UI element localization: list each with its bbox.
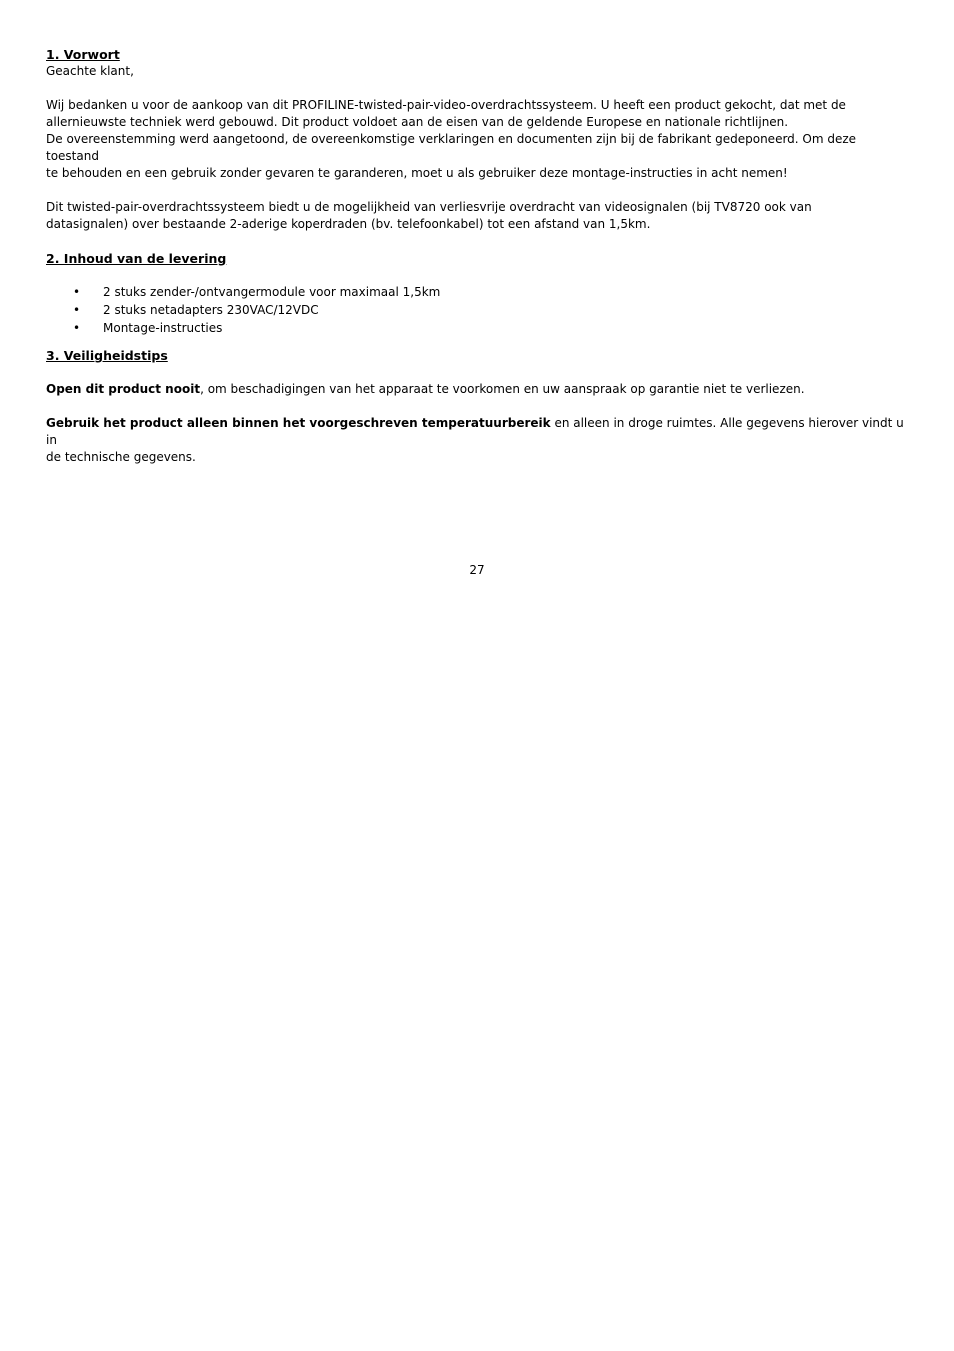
list-item-text: 2 stuks netadapters 230VAC/12VDC bbox=[103, 303, 319, 317]
section-heading-inhoud: 2. Inhoud van de levering bbox=[46, 251, 227, 266]
text-line: te behouden en een gebruik zonder gevaren te garanderen, moet u als gebruiker deze montage-instructies in acht nemen! bbox=[46, 166, 788, 180]
delivery-contents-list bbox=[46, 284, 912, 338]
section-heading-vorwort: 1. Vorwort bbox=[46, 47, 120, 62]
list-item-text: Montage-instructies bbox=[103, 321, 223, 335]
list-item-text: 2 stuks zender-/ontvangermodule voor maximaal 1,5km bbox=[103, 285, 441, 299]
list-item bbox=[46, 284, 912, 302]
safety-tip-emphasis: Open dit product nooit bbox=[46, 382, 201, 396]
text-line: De overeenstemming werd aangetoond, de overeenkomstige verklaringen en documenten zijn bij de fabrikant gedeponeerd. Om deze toestand bbox=[46, 132, 857, 163]
salutation: Geachte klant, bbox=[46, 64, 134, 78]
list-item bbox=[46, 320, 912, 338]
text-line: de technische gegevens. bbox=[46, 450, 196, 464]
text-line: datasignalen) over bestaande 2-aderige koperdraden (bv. telefoonkabel) tot een afstand van 1,5km. bbox=[46, 217, 651, 231]
section-heading-veiligheidstips: 3. Veiligheidstips bbox=[46, 348, 168, 363]
bullet-icon: • bbox=[73, 321, 81, 335]
system-description-paragraph bbox=[46, 199, 912, 233]
safety-tip-temperature bbox=[46, 415, 912, 466]
text-line: Wij bedanken u voor de aankoop van dit PROFILINE-twisted-pair-video-overdrachtssysteem. U heeft een product gekocht, dat met de bbox=[46, 98, 846, 112]
safety-tip-emphasis: Gebruik het product alleen binnen het voorgeschreven temperatuurbereik bbox=[46, 416, 551, 430]
page-number: 27 bbox=[469, 563, 485, 577]
document-page bbox=[46, 46, 912, 466]
safety-tip-open bbox=[46, 381, 912, 398]
safety-tip-text: , om beschadigingen van het apparaat te voorkomen en uw aanspraak op garantie niet te verliezen. bbox=[200, 382, 805, 396]
list-item bbox=[46, 302, 912, 320]
text-line: allernieuwste techniek werd gebouwd. Dit product voldoet aan de eisen van de geldende Europese en nationale richtlijnen. bbox=[46, 115, 789, 129]
bullet-icon: • bbox=[73, 303, 81, 317]
text-line: Dit twisted-pair-overdrachtssysteem biedt u de mogelijkheid van verliesvrije overdracht van videosignalen (bij TV8720 ook van bbox=[46, 200, 812, 214]
safety-tip-text: en alleen in droge ruimtes. Alle gegevens hierover vindt u in bbox=[46, 416, 904, 447]
bullet-icon: • bbox=[73, 285, 81, 299]
intro-paragraph bbox=[46, 97, 912, 182]
